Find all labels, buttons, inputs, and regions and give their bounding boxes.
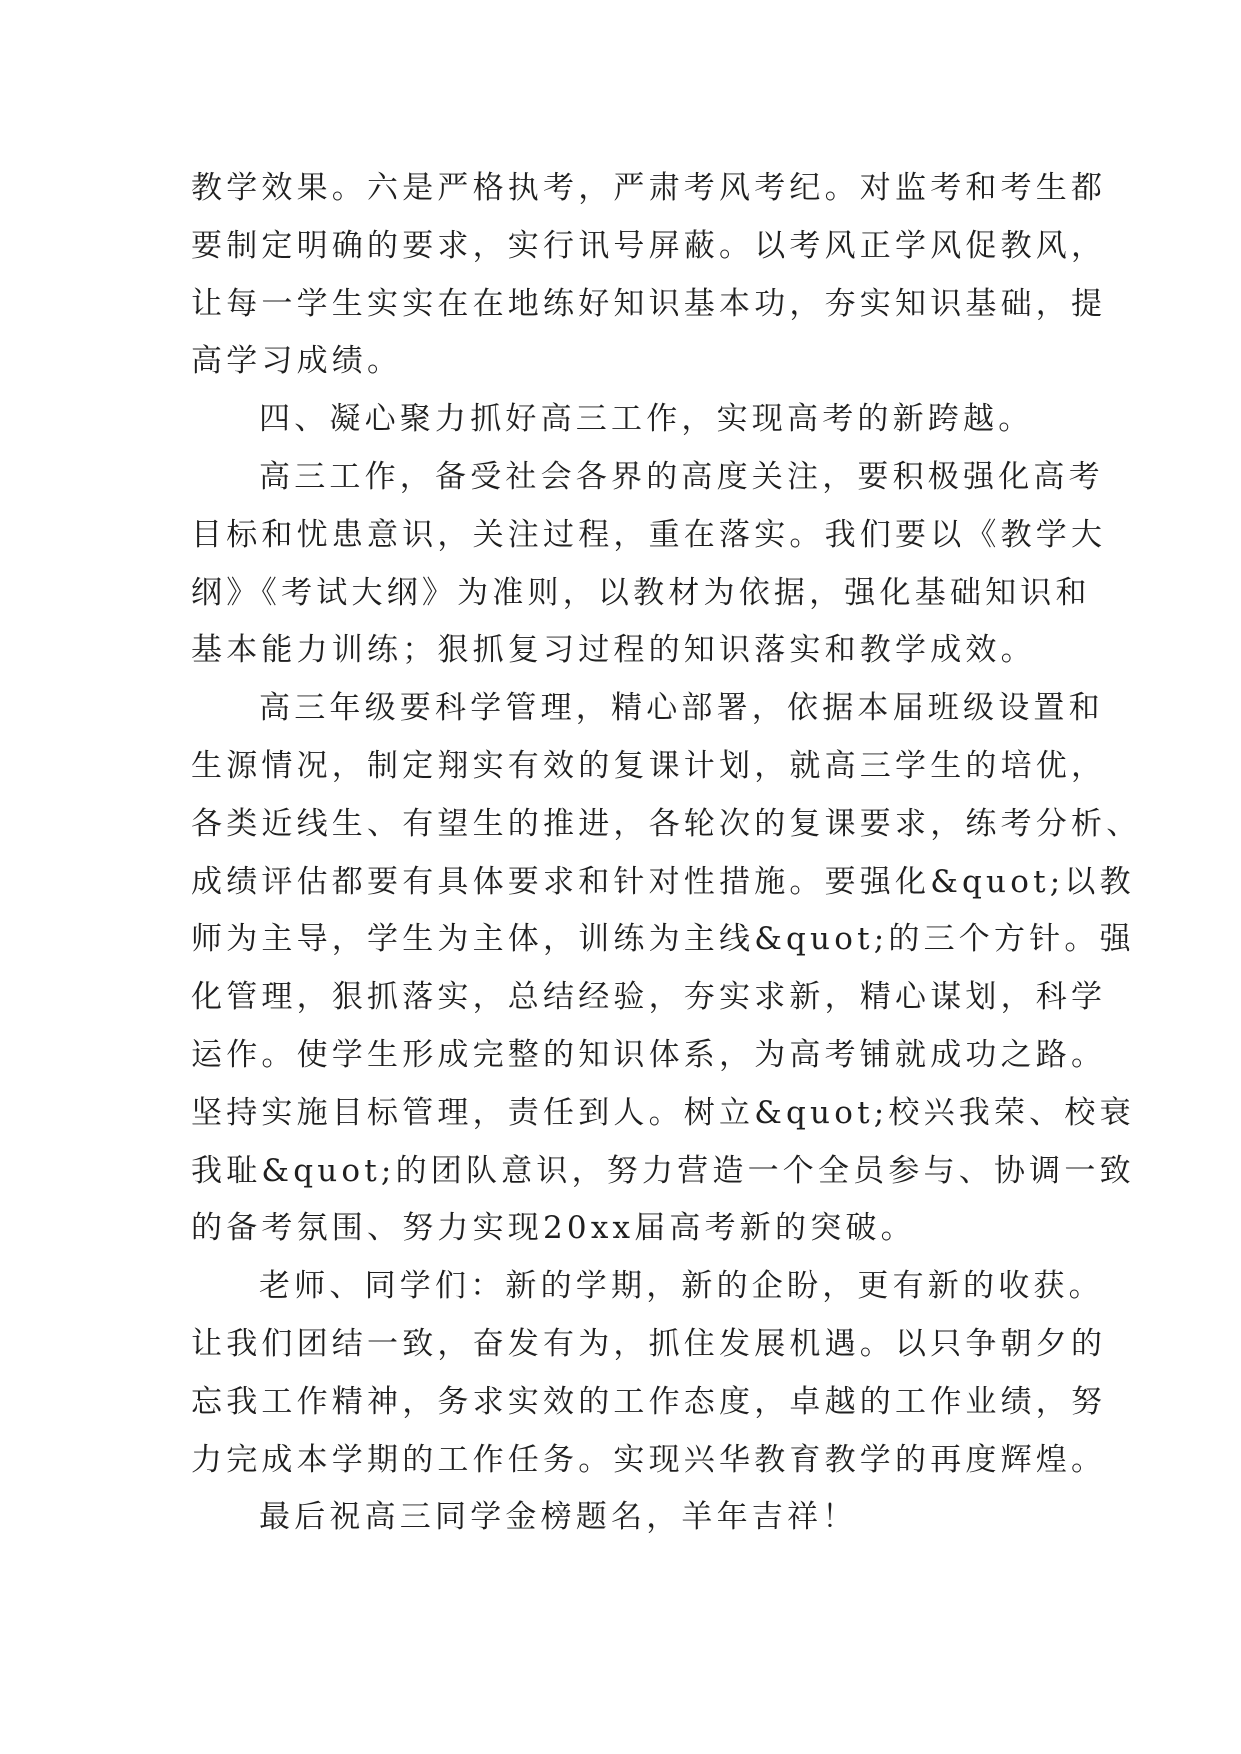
document-body (191, 160, 1142, 1547)
text-line: 各类近线生、有望生的推进，各轮次的复课要求，练考分析、 (191, 805, 1142, 842)
text-line: 师为主导，学生为主体，训练为主线&quot;的三个方针。强 (191, 921, 1135, 958)
text-line: 教学效果。六是严格执考，严肃考风考纪。对监考和考生都 (191, 170, 1107, 206)
text-line: 运作。使学生形成完整的知识体系，为高考铺就成功之路。 (191, 1036, 1107, 1073)
text-line: 要制定明确的要求，实行讯号屏蔽。以考风正学风促教风， (191, 227, 1107, 264)
text-line: 让我们团结一致，奋发有为，抓住发展机遇。以只争朝夕的 (191, 1325, 1107, 1362)
text-line: 力完成本学期的工作任务。实现兴华教育教学的再度辉煌。 (191, 1441, 1107, 1478)
text-line: 让每一学生实实在在地练好知识基本功，夯实知识基础，提 (191, 285, 1107, 322)
text-line: 的备考氛围、努力实现20xx届高考新的突破。 (191, 1210, 916, 1247)
text-line: 忘我工作精神，务求实效的工作态度，卓越的工作业绩，努 (191, 1383, 1107, 1420)
text-line: 成绩评估都要有具体要求和针对性措施。要强化&quot;以教 (191, 863, 1135, 900)
text-line: 基本能力训练；狠抓复习过程的知识落实和教学成效。 (191, 632, 1036, 669)
text-line: 高三工作，备受社会各界的高度关注，要积极强化高考 (259, 458, 1104, 495)
text-line: 老师、同学们：新的学期，新的企盼，更有新的收获。 (259, 1268, 1104, 1305)
text-line: 坚持实施目标管理，责任到人。树立&quot;校兴我荣、校衰 (191, 1094, 1135, 1131)
text-line: 我耻&quot;的团队意识，努力营造一个全员参与、协调一致 (191, 1152, 1135, 1189)
text-line: 生源情况，制定翔实有效的复课计划，就高三学生的培优， (191, 747, 1107, 784)
closing-line: 最后祝高三同学金榜题名，羊年吉祥！ (259, 1499, 858, 1536)
text-line: 目标和忧患意识，关注过程，重在落实。我们要以《教学大 (191, 516, 1107, 553)
text-line: 化管理，狠抓落实，总结经验，夯实求新，精心谋划，科学 (191, 979, 1107, 1016)
text-line: 高学习成绩。 (191, 343, 403, 380)
text-line: 高三年级要科学管理，精心部署，依据本届班级设置和 (259, 690, 1104, 727)
text-line: 纲》《考试大纲》为准则，以教材为依据，强化基础知识和 (191, 574, 1091, 611)
section-heading: 四、凝心聚力抓好高三工作，实现高考的新跨越。 (259, 401, 1034, 438)
